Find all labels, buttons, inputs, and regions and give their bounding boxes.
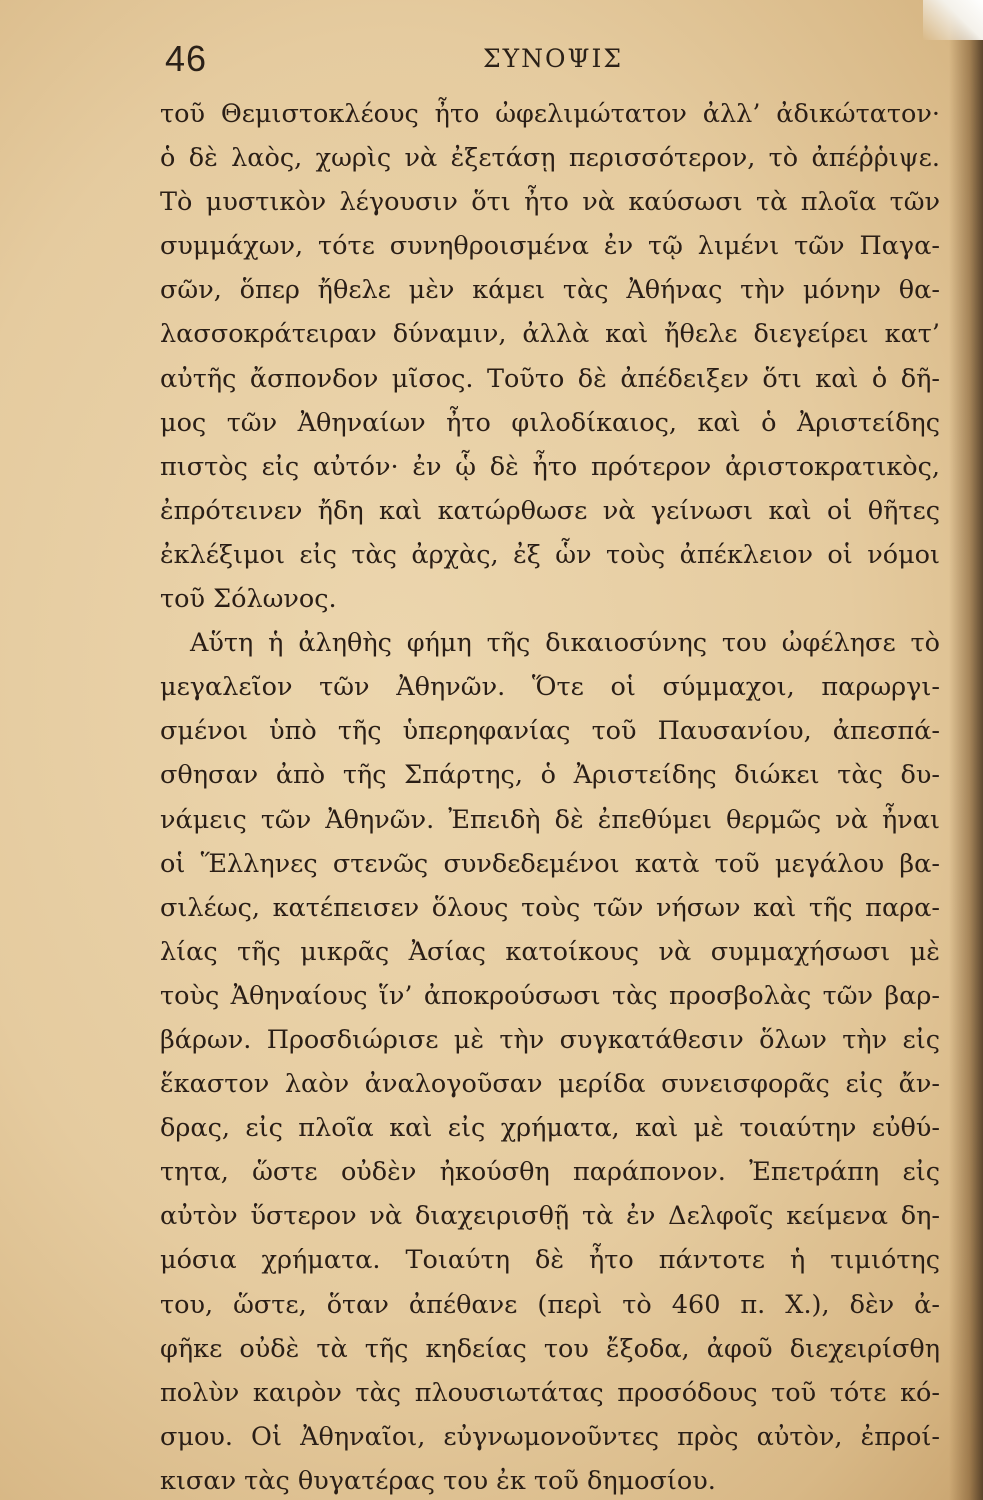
- page-header: [0, 34, 983, 84]
- text-line: τοῦ Σόλωνος.: [160, 584, 337, 615]
- text-line: οἱ Ἕλληνες στενῶς συνδεδεμένοι κατὰ τοῦ μεγάλου βα-: [160, 848, 940, 879]
- text-line: πολὺν καιρὸν τὰς πλουσιωτάτας προσόδους τοῦ τότε κό-: [160, 1377, 940, 1408]
- text-line: δρας, εἰς πλοῖα καὶ εἰς χρήματα, καὶ μὲ τοιαύτην εὐθύ-: [160, 1113, 940, 1144]
- text-line: Τὸ μυστικὸν λέγουσιν ὅτι ἦτο νὰ καύσωσι τὰ πλοῖα τῶν: [160, 187, 940, 218]
- body-text: [160, 92, 940, 1500]
- page-number: 46: [165, 38, 208, 79]
- text-line: σθησαν ἀπὸ τῆς Σπάρτης, ὁ Ἀριστείδης διώκει τὰς δυ-: [160, 760, 940, 791]
- text-line: νάμεις τῶν Ἀθηνῶν. Ἐπειδὴ δὲ ἐπεθύμει θερμῶς νὰ ἦναι: [160, 804, 940, 835]
- text-line: σιλέως, κατέπεισεν ὅλους τοὺς τῶν νήσων καὶ τῆς παρα-: [160, 892, 940, 923]
- text-line: σμένοι ὑπὸ τῆς ὑπερηφανίας τοῦ Παυσανίου, ἀπεσπά-: [160, 716, 940, 747]
- text-line: μος τῶν Ἀθηναίων ἦτο φιλοδίκαιος, καὶ ὁ Ἀριστείδης: [160, 407, 940, 438]
- text-line: μόσια χρήματα. Τοιαύτη δὲ ἦτο πάντοτε ἡ τιμιότης: [160, 1245, 940, 1276]
- text-line: ἕκαστον λαὸν ἀναλογοῦσαν μερίδα συνεισφορᾶς εἰς ἄν-: [160, 1069, 940, 1100]
- text-line: ἐκλέξιμοι εἰς τὰς ἀρχὰς, ἐξ ὧν τοὺς ἀπέκλειον οἱ νόμοι: [160, 539, 940, 570]
- text-line: μεγαλεῖον τῶν Ἀθηνῶν. Ὅτε οἱ σύμμαχοι, παρωργι-: [160, 672, 940, 703]
- running-title: ΣΥΝΟΨΙΣ: [483, 44, 624, 73]
- text-line: σμου. Οἱ Ἀθηναῖοι, εὐγνωμονοῦντες πρὸς αὐτὸν, ἐπροί-: [160, 1421, 940, 1452]
- text-line: ἐπρότεινεν ἤδη καὶ κατώρθωσε νὰ γείνωσι καὶ οἱ θῆτες: [160, 495, 940, 526]
- book-spine-shadow: [949, 0, 983, 1500]
- text-line: κισαν τὰς θυγατέρας του ἐκ τοῦ δημοσίου.: [160, 1465, 716, 1496]
- text-line: βάρων. Προσδιώρισε μὲ τὴν συγκατάθεσιν ὅλων τὴν εἰς: [160, 1024, 940, 1055]
- text-line: πιστὸς εἰς αὐτόν· ἐν ᾧ δὲ ἦτο πρότερον ἀριστοκρατικὸς,: [160, 451, 940, 482]
- text-line: λίας τῆς μικρᾶς Ἀσίας κατοίκους νὰ συμμαχήσωσι μὲ: [160, 936, 940, 967]
- text-line: συμμάχων, τότε συνηθροισμένα ἐν τῷ λιμένι τῶν Παγα-: [160, 231, 940, 262]
- text-line: τοῦ Θεμιστοκλέους ἦτο ὠφελιμώτατον ἀλλ’ ἀδικώτατον·: [160, 99, 940, 129]
- text-line: λασσοκράτειραν δύναμιν, ἀλλὰ καὶ ἤθελε διεγείρει κατ’: [160, 319, 940, 350]
- text-line: του, ὥστε, ὅταν ἀπέθανε (περὶ τὸ 460 π. Χ.), δὲν ἀ-: [160, 1289, 940, 1320]
- text-line: τοὺς Ἀθηναίους ἵν’ ἀποκρούσωσι τὰς προσβολὰς τῶν βαρ-: [160, 980, 940, 1011]
- text-line: τητα, ὥστε οὐδὲν ἠκούσθη παράπονον. Ἐπετράπη εἰς: [160, 1157, 940, 1188]
- text-line: ὁ δὲ λαὸς, χωρὶς νὰ ἐξετάσῃ περισσότερον, τὸ ἀπέῤῥιψε.: [160, 143, 940, 174]
- text-line: αὐτὸν ὕστερον νὰ διαχειρισθῇ τὰ ἐν Δελφοῖς κείμενα δη-: [160, 1201, 940, 1232]
- text-line: σῶν, ὅπερ ἤθελε μὲν κάμει τὰς Ἀθήνας τὴν μόνην θα-: [160, 275, 940, 306]
- text-line: φῆκε οὐδὲ τὰ τῆς κηδείας του ἔξοδα, ἀφοῦ διεχειρίσθη: [160, 1333, 940, 1364]
- text-line: αὐτῆς ἄσπονδον μῖσος. Τοῦτο δὲ ἀπέδειξεν ὅτι καὶ ὁ δῆ-: [160, 363, 940, 394]
- text-line: Αὕτη ἡ ἀληθὴς φήμη τῆς δικαιοσύνης του ὠφέλησε τὸ: [190, 628, 940, 659]
